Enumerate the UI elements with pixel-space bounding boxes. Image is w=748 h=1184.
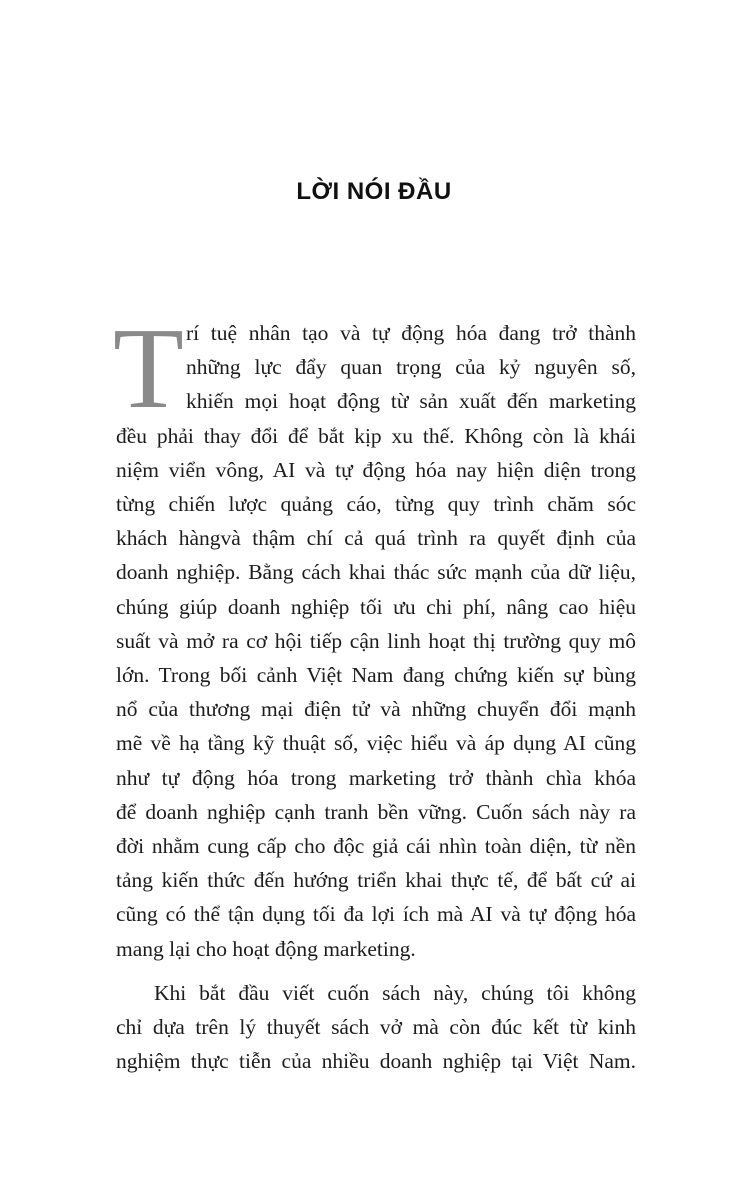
paragraph-2 bbox=[116, 976, 636, 1079]
text-line: suất và mở ra cơ hội tiếp cận linh hoạt thị trường quy mô bbox=[116, 628, 636, 653]
text-line: tảng kiến thức đến hướng triển khai thực tế, để bất cứ ai bbox=[116, 868, 636, 893]
text-line: những lực đẩy quan trọng của kỷ nguyên số, bbox=[186, 355, 636, 380]
text-line: từng chiến lược quảng cáo, từng quy trình chăm sóc bbox=[116, 492, 636, 517]
text-line: lớn. Trong bối cảnh Việt Nam đang chứng kiến sự bùng bbox=[116, 663, 636, 688]
text-line: rí tuệ nhân tạo và tự động hóa đang trở thành bbox=[186, 321, 636, 345]
paragraph-1 bbox=[113, 305, 636, 966]
text-line: niệm viển vông, AI và tự động hóa nay hiện diện trong bbox=[116, 457, 636, 482]
text-line: nghiệm thực tiễn của nhiều doanh nghiệp tại Việt Nam. bbox=[116, 1049, 636, 1074]
text-line: chúng giúp doanh nghiệp tối ưu chi phí, nâng cao hiệu bbox=[116, 594, 636, 619]
text-line: để doanh nghiệp cạnh tranh bền vững. Cuốn sách này ra bbox=[116, 799, 636, 824]
text-line: cũng có thể tận dụng tối đa lợi ích mà AI và tự động hóa bbox=[116, 902, 636, 927]
text-line: Khi bắt đầu viết cuốn sách này, chúng tôi không bbox=[154, 980, 636, 1005]
text-line: đều phải thay đổi để bắt kịp xu thế. Không còn là khái bbox=[116, 423, 636, 448]
text-line: khiến mọi hoạt động từ sản xuất đến marketing bbox=[186, 389, 636, 414]
drop-cap: T bbox=[113, 305, 184, 433]
body-text bbox=[113, 305, 636, 1078]
text-line: khách hàngvà thậm chí cả quá trình ra quyết định của bbox=[116, 526, 636, 551]
text-line: như tự động hóa trong marketing trở thành chìa khóa bbox=[116, 765, 636, 790]
text-line: mang lại cho hoạt động marketing. bbox=[116, 936, 416, 961]
text-line: nổ của thương mại điện tử và những chuyển đổi mạnh bbox=[116, 697, 636, 722]
text-line: chỉ dựa trên lý thuyết sách vở mà còn đúc kết từ kinh bbox=[116, 1015, 636, 1040]
text-line: đời nhằm cung cấp cho độc giả cái nhìn toàn diện, từ nền bbox=[116, 834, 636, 859]
text-line: mẽ về hạ tầng kỹ thuật số, việc hiểu và áp dụng AI cũng bbox=[116, 731, 636, 756]
chapter-title: LỜI NÓI ĐẦU bbox=[296, 178, 452, 205]
text-line: doanh nghiệp. Bằng cách khai thác sức mạnh của dữ liệu, bbox=[116, 560, 636, 585]
